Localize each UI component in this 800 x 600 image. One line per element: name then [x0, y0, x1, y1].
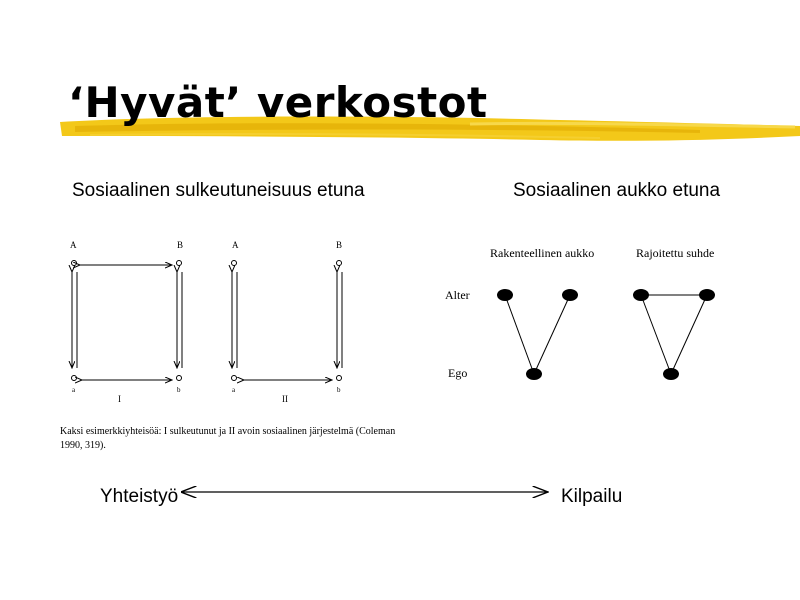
- svg-text:b: b: [337, 386, 341, 394]
- label-system-i: I: [118, 394, 121, 404]
- structural-hole-label: Rakenteellinen aukko: [490, 246, 595, 260]
- edge-ego-alter-right: [534, 295, 570, 374]
- label-a-2: A: [232, 240, 239, 250]
- node-a-bottom-1: [72, 376, 77, 381]
- edge-tri-right: [671, 295, 707, 374]
- svg-text:b: b: [177, 386, 181, 394]
- label-system-ii: II: [282, 394, 288, 404]
- label-b-1: B: [177, 240, 184, 250]
- left-heading: Sosiaalinen sulkeutuneisuus etuna: [72, 180, 365, 201]
- edge-tri-left: [641, 295, 671, 374]
- node-b-top-2: [337, 261, 342, 266]
- node-b-top-1: [177, 261, 182, 266]
- limited-relation-label: Rajoitettu suhde: [636, 246, 715, 260]
- node-a-top-1: [72, 261, 77, 266]
- slide-title: ‘Hyvät’ verkostot: [68, 78, 488, 127]
- right-heading: Sosiaalinen aukko etuna: [513, 180, 721, 201]
- node-a-bottom-2: [232, 376, 237, 381]
- node-b-bottom-1: [177, 376, 182, 381]
- closure-caption: Kaksi esimerkkiyhteisöä: I sulkeutunut ja II avoin sosiaalinen järjestelmä (Coleman 1990, 319).: [60, 426, 396, 451]
- label-a-1: A: [70, 240, 77, 250]
- cooperation-label: Yhteistyö: [100, 486, 179, 507]
- node-a-top-2: [232, 261, 237, 266]
- ego-node: [526, 368, 542, 380]
- ego-label: Ego: [448, 366, 468, 380]
- alter-node-right: [562, 289, 578, 301]
- alter-node-left: [497, 289, 513, 301]
- alter-label: Alter: [445, 288, 470, 302]
- edge-ego-alter-left: [505, 295, 534, 374]
- tri-alter-right: [699, 289, 715, 301]
- svg-text:a: a: [232, 386, 236, 394]
- tri-ego: [663, 368, 679, 380]
- competition-label: Kilpailu: [561, 486, 623, 507]
- svg-text:a: a: [72, 386, 76, 394]
- label-b-2: B: [336, 240, 343, 250]
- node-b-bottom-2: [337, 376, 342, 381]
- tri-alter-left: [633, 289, 649, 301]
